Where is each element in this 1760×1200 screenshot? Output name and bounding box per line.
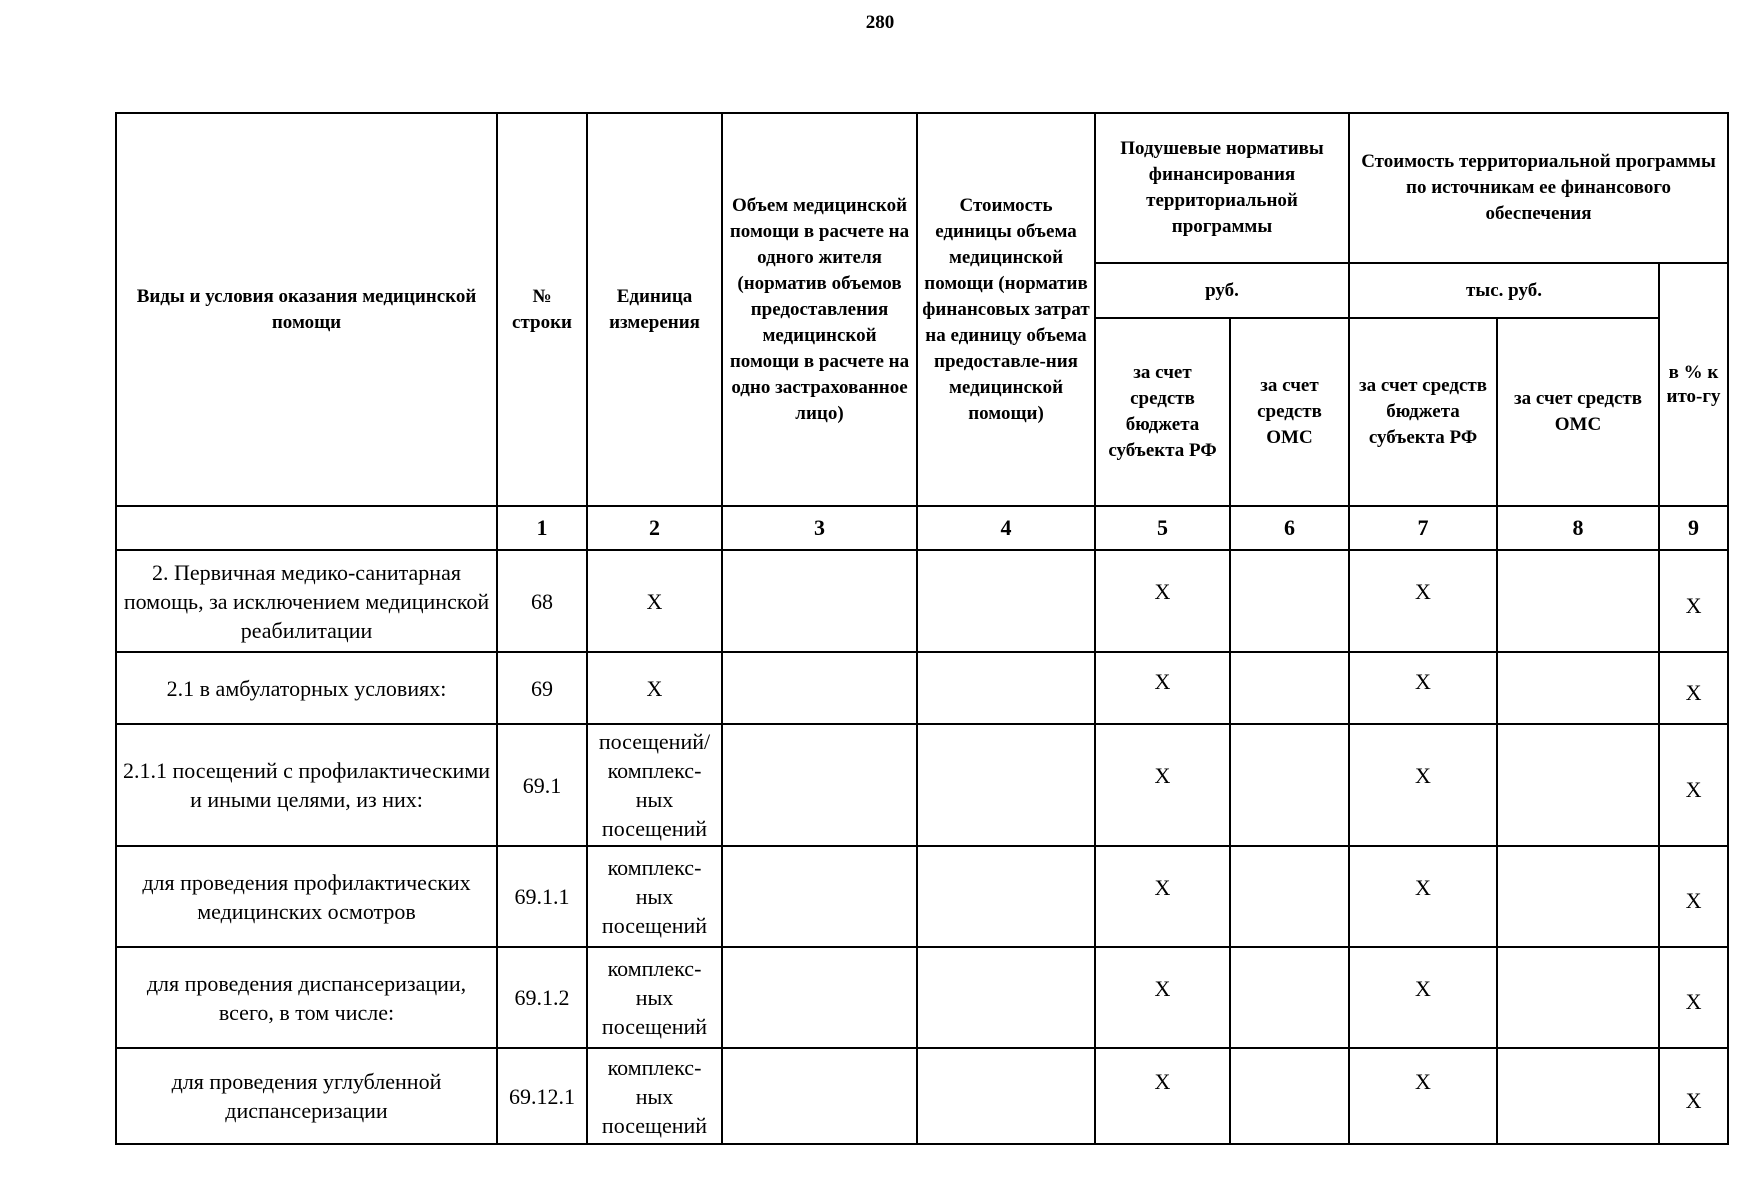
row-budget-rub: X (1095, 550, 1230, 652)
header-oms: за счет средств ОМС (1230, 318, 1349, 506)
row-number: 69 (497, 652, 587, 724)
row-percent: X (1659, 947, 1728, 1048)
row-budget-thous: X (1349, 550, 1497, 652)
column-number: 1 (497, 506, 587, 550)
row-number: 69.1 (497, 724, 587, 846)
header-budget-rf-2: за счет средств бюджета субъекта РФ (1349, 318, 1497, 506)
row-budget-thous: X (1349, 1048, 1497, 1144)
row-name: 2. Первичная медико-санитарная помощь, за исключением медицинской реабилитации (116, 550, 497, 652)
row-number: 69.12.1 (497, 1048, 587, 1144)
column-number: 9 (1659, 506, 1728, 550)
column-numbers-row (116, 506, 1728, 550)
column-number: 7 (1349, 506, 1497, 550)
column-number: 3 (722, 506, 917, 550)
row-volume (722, 1048, 917, 1144)
row-budget-rub: X (1095, 846, 1230, 947)
row-budget-rub: X (1095, 947, 1230, 1048)
row-name: для проведения профилактических медицинских осмотров (116, 846, 497, 947)
column-number: 5 (1095, 506, 1230, 550)
row-budget-rub: X (1095, 1048, 1230, 1144)
row-budget-thous: X (1349, 846, 1497, 947)
header-budget-rf: за счет средств бюджета субъекта РФ (1095, 318, 1230, 506)
row-oms-rub (1230, 652, 1349, 724)
row-oms-thous (1497, 947, 1659, 1048)
header-per-capita: Подушевые нормативы финансирования территориальной программы (1095, 113, 1349, 263)
column-number: 8 (1497, 506, 1659, 550)
column-number: 4 (917, 506, 1095, 550)
header-unit-cost: Стоимость единицы объема медицинской помощи (норматив финансовых затрат на единицу объема предоставле-ния медицинской помощи) (917, 113, 1095, 506)
row-oms-thous (1497, 846, 1659, 947)
row-unit: комплекс-ных посещений (587, 846, 722, 947)
row-percent: X (1659, 550, 1728, 652)
row-name: для проведения углубленной диспансеризации (116, 1048, 497, 1144)
table-row (116, 947, 1728, 1048)
table-row (116, 846, 1728, 947)
row-cost (917, 1048, 1095, 1144)
row-name: для проведения диспансеризации, всего, в том числе: (116, 947, 497, 1048)
row-cost (917, 724, 1095, 846)
row-number: 69.1.1 (497, 846, 587, 947)
row-oms-rub (1230, 1048, 1349, 1144)
column-number-blank (116, 506, 497, 550)
row-oms-rub (1230, 947, 1349, 1048)
row-unit: X (587, 652, 722, 724)
row-unit: X (587, 550, 722, 652)
row-oms-thous (1497, 652, 1659, 724)
row-budget-rub: X (1095, 652, 1230, 724)
row-percent: X (1659, 652, 1728, 724)
row-oms-rub (1230, 846, 1349, 947)
table-row (116, 550, 1728, 652)
row-unit: комплекс-ных посещений (587, 1048, 722, 1144)
row-cost (917, 947, 1095, 1048)
row-percent: X (1659, 846, 1728, 947)
row-unit: комплекс-ных посещений (587, 947, 722, 1048)
row-number: 68 (497, 550, 587, 652)
row-cost (917, 846, 1095, 947)
row-volume (722, 846, 917, 947)
table-row (116, 1048, 1728, 1144)
row-budget-thous: X (1349, 652, 1497, 724)
header-kind: Виды и условия оказания медицинской помощи (116, 113, 497, 506)
row-percent: X (1659, 724, 1728, 846)
header-volume: Объем медицинской помощи в расчете на одного жителя (норматив объемов предоставления медицинской помощи в расчете на одно застрахованное лицо) (722, 113, 917, 506)
column-number: 6 (1230, 506, 1349, 550)
row-budget-thous: X (1349, 724, 1497, 846)
row-budget-rub: X (1095, 724, 1230, 846)
row-percent: X (1659, 1048, 1728, 1144)
header-oms-2: за счет средств ОМС (1497, 318, 1659, 506)
row-oms-rub (1230, 724, 1349, 846)
table-row (116, 652, 1728, 724)
header-thous-rub: тыс. руб. (1349, 263, 1659, 318)
header-percent: в % к ито-гу (1659, 263, 1728, 506)
column-number: 2 (587, 506, 722, 550)
row-cost (917, 550, 1095, 652)
financing-table (115, 112, 1729, 1145)
table-row (116, 724, 1728, 846)
row-cost (917, 652, 1095, 724)
page-number: 280 (865, 12, 895, 33)
row-number: 69.1.2 (497, 947, 587, 1048)
row-volume (722, 724, 917, 846)
row-unit: посещений/ комплекс-ных посещений (587, 724, 722, 846)
row-name: 2.1 в амбулаторных условиях: (116, 652, 497, 724)
row-oms-thous (1497, 724, 1659, 846)
row-oms-thous (1497, 550, 1659, 652)
header-row-number: № строки (497, 113, 587, 506)
row-volume (722, 652, 917, 724)
header-program-cost: Стоимость территориальной программы по источникам ее финансового обеспечения (1349, 113, 1728, 263)
row-name: 2.1.1 посещений с профилактическими и иными целями, из них: (116, 724, 497, 846)
row-volume (722, 947, 917, 1048)
header-unit: Единица измерения (587, 113, 722, 506)
row-oms-thous (1497, 1048, 1659, 1144)
row-oms-rub (1230, 550, 1349, 652)
row-budget-thous: X (1349, 947, 1497, 1048)
header-rub: руб. (1095, 263, 1349, 318)
row-volume (722, 550, 917, 652)
